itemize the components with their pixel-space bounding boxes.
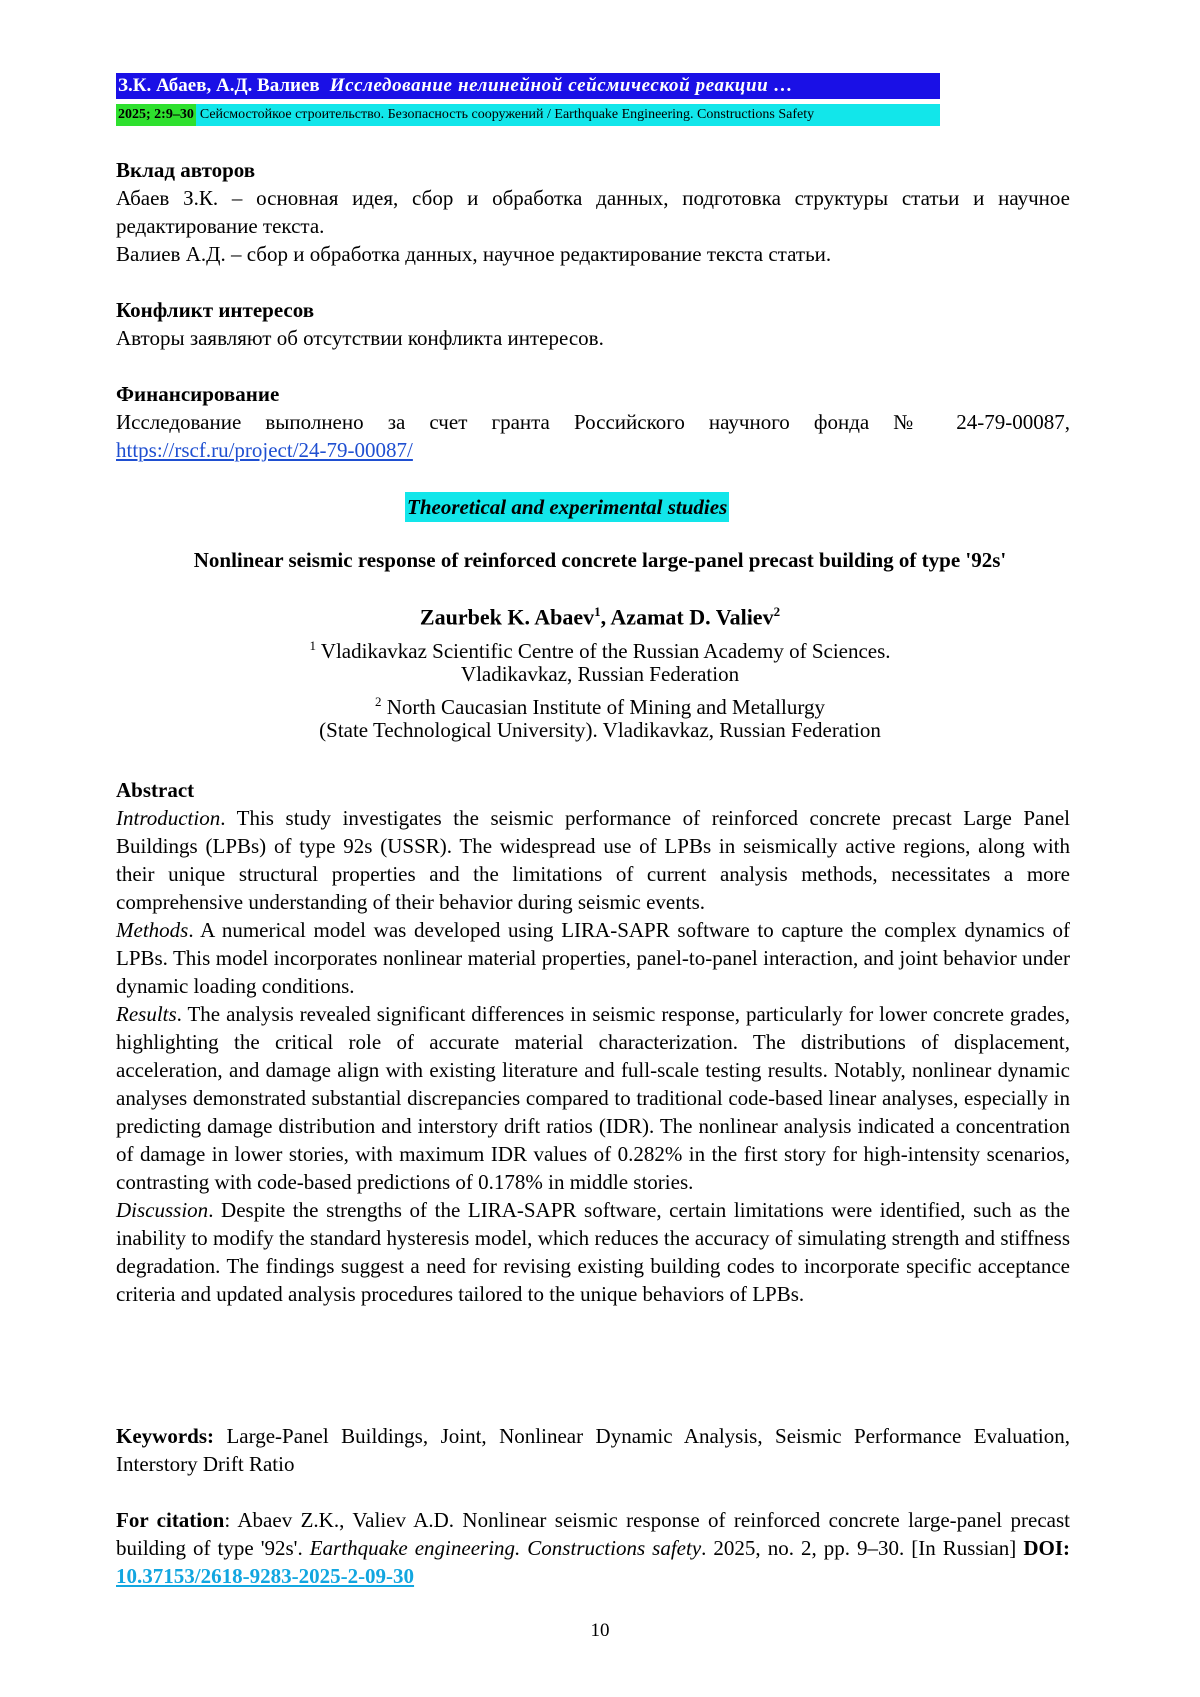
conflict-text: Авторы заявляют об отсутствии конфликта интересов. bbox=[116, 324, 1070, 352]
affiliation-2-sup: 2 bbox=[375, 694, 382, 709]
abstract-results bbox=[116, 1000, 1070, 1196]
affiliation-1-sup: 1 bbox=[309, 638, 316, 653]
header-year-pages: 2025; 2:9–30 bbox=[116, 104, 196, 126]
abstract-section bbox=[116, 776, 1070, 1308]
abstract-discussion bbox=[116, 1196, 1070, 1308]
abstract-results-text: . The analysis revealed significant differences in seismic response, particularly for lower concrete grades, highlighting the critical role of accurate material characterization. The distributions of displacement, acceleration, and damage align with existing literature and full-scale testing results. Notably, nonlinear dynamic analyses demonstrated substantial discrepancies compared to traditional code-based linear analyses, especially in predicting damage distribution and interstory drift ratios (IDR). The nonlinear analysis indicated a concentration of damage in lower stories, with maximum IDR values of 0.282% in the first story for high-intensity scenarios, contrasting with code-based predictions of 0.178% in middle stories. bbox=[116, 1002, 1070, 1194]
contribution-line-1: Абаев З.К. – основная идея, сбор и обработка данных, подготовка структуры статьи и научное редактирование текста. bbox=[116, 184, 1070, 240]
abstract-discussion-text: . Despite the strengths of the LIRA-SAPR software, certain limitations were identified, such as the inability to modify the standard hysteresis model, which reduces the accuracy of simulating strength and stiffness degradation. The findings suggest a need for revising existing building codes to incorporate specific acceptance criteria and updated analysis procedures tailored to the unique behaviors of LPBs. bbox=[116, 1198, 1070, 1306]
funding-text: Исследование выполнено за счет гранта Российского научного фонда № 24-79-00087, bbox=[116, 408, 1070, 436]
abstract-methods-label: Methods bbox=[116, 918, 188, 942]
conflict-heading: Конфликт интересов bbox=[116, 296, 1070, 324]
contribution-section bbox=[116, 156, 1070, 268]
citation-text-1: : Abaev Z.K., Valiev A.D. Nonlinear seismic response of reinforced concrete large-panel precast building of type '92s'. bbox=[116, 1508, 1070, 1560]
citation-doi-link[interactable]: 10.37153/2618-9283-2025-2-09-30 bbox=[116, 1564, 414, 1588]
citation-doi-label: DOI: bbox=[1023, 1536, 1070, 1560]
funding-heading: Финансирование bbox=[116, 380, 1070, 408]
author-separator: , bbox=[601, 604, 611, 629]
keywords bbox=[116, 1422, 1070, 1478]
abstract-methods-text: . A numerical model was developed using LIRA-SAPR software to capture the complex dynamics of LPBs. This model incorporates nonlinear material properties, panel-to-panel interaction, and joint behavior under dynamic loading conditions. bbox=[116, 918, 1070, 998]
abstract-introduction-label: Introduction bbox=[116, 806, 220, 830]
article-title: Nonlinear seismic response of reinforced concrete large-panel precast building of type '92s' bbox=[0, 548, 1200, 573]
contribution-line-2: Валиев А.Д. – сбор и обработка данных, научное редактирование текста статьи. bbox=[116, 240, 1070, 268]
funding-link[interactable]: https://rscf.ru/project/24-79-00087/ bbox=[116, 438, 413, 462]
funding-section bbox=[116, 380, 1070, 464]
section-tag: Theoretical and experimental studies bbox=[405, 492, 729, 522]
header-title: Исследование нелинейной сейсмической реакции … bbox=[330, 75, 794, 96]
keywords-text: Large-Panel Buildings, Joint, Nonlinear Dynamic Analysis, Seismic Performance Evaluation, Interstory Drift Ratio bbox=[116, 1424, 1070, 1476]
abstract-discussion-label: Discussion bbox=[116, 1198, 208, 1222]
running-header-journal bbox=[116, 104, 940, 126]
abstract-introduction bbox=[116, 804, 1070, 916]
header-journal-name: Сейсмостойкое строительство. Безопасность сооружений / Earthquake Engineering. Constructions Safety bbox=[200, 107, 814, 122]
author-1: Zaurbek K. Abaev bbox=[420, 604, 594, 629]
author-2: Azamat D. Valiev bbox=[610, 604, 773, 629]
citation-journal: Earthquake engineering. Constructions safety bbox=[310, 1536, 701, 1560]
authors-line bbox=[0, 604, 1200, 630]
author-2-sup: 2 bbox=[774, 604, 781, 619]
conflict-section bbox=[116, 296, 1070, 352]
contribution-heading: Вклад авторов bbox=[116, 156, 1070, 184]
citation-text-2: . 2025, no. 2, pp. 9–30. [In Russian] bbox=[701, 1536, 1023, 1560]
running-header-authors-title bbox=[116, 73, 940, 99]
affiliation-2-text: North Caucasian Institute of Mining and Metallurgy bbox=[382, 695, 825, 719]
affiliation-1-line-2: Vladikavkaz, Russian Federation bbox=[0, 660, 1200, 688]
abstract-heading: Abstract bbox=[116, 776, 1070, 804]
author-1-sup: 1 bbox=[594, 604, 601, 619]
abstract-results-label: Results bbox=[116, 1002, 177, 1026]
keywords-label: Keywords: bbox=[116, 1424, 214, 1448]
affiliation-2-line-2: (State Technological University). Vladikavkaz, Russian Federation bbox=[0, 716, 1200, 744]
page-number: 10 bbox=[0, 1620, 1200, 1642]
header-authors: З.К. Абаев, А.Д. Валиев bbox=[118, 75, 320, 96]
citation-label: For citation bbox=[116, 1508, 224, 1532]
citation bbox=[116, 1506, 1070, 1590]
abstract-methods bbox=[116, 916, 1070, 1000]
affiliation-1-text: Vladikavkaz Scientific Centre of the Russian Academy of Sciences. bbox=[316, 639, 891, 663]
abstract-introduction-text: . This study investigates the seismic performance of reinforced concrete precast Large Panel Buildings (LPBs) of type 92s (USSR). The widespread use of LPBs in seismically active regions, along with their unique structural properties and the limitations of current analysis methods, necessitates a more comprehensive understanding of their behavior during seismic events. bbox=[116, 806, 1070, 914]
